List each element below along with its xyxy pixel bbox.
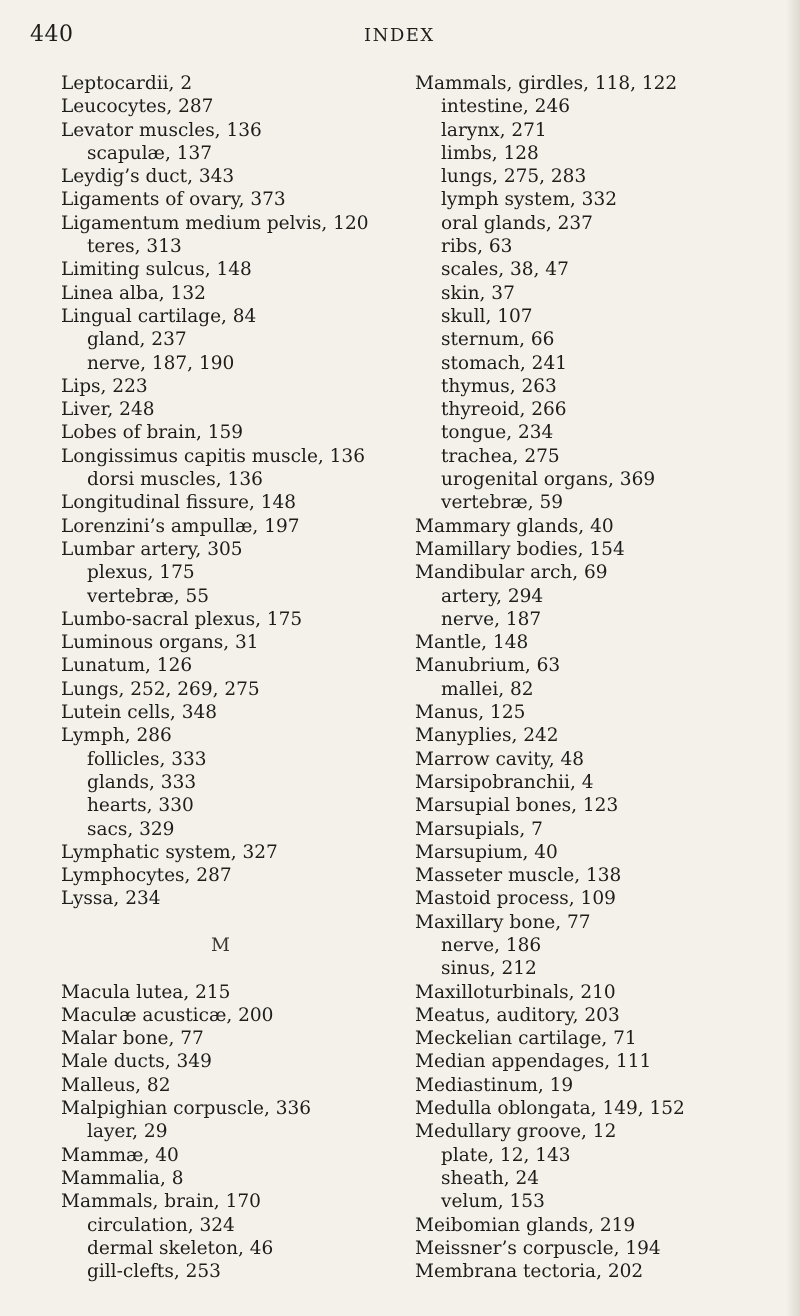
index-entry: Maxillary bone, 77 [415, 911, 591, 933]
index-subentry: nerve, 187 [441, 608, 542, 630]
index-subentry: scales, 38, 47 [441, 259, 569, 281]
index-subentry: larynx, 271 [441, 119, 547, 141]
index-subentry: dorsi muscles, 136 [87, 469, 263, 491]
index-subentry: teres, 313 [87, 236, 182, 258]
page-edge-shadow [786, 0, 800, 1316]
index-entry: Mammals, girdles, 118, 122 [415, 73, 678, 94]
index-entry: Limiting sulcus, 148 [61, 259, 252, 281]
index-entry: Luminous organs, 31 [61, 632, 259, 654]
index-entry: Lorenzini’s ampullæ, 197 [61, 515, 300, 537]
index-entry: Male ducts, 349 [61, 1051, 212, 1073]
page-number: 440 [30, 22, 74, 47]
index-subentry: lymph system, 332 [441, 189, 617, 211]
index-entry: Mammary glands, 40 [415, 515, 614, 537]
index-subentry: nerve, 186 [441, 934, 542, 956]
index-subentry: intestine, 246 [441, 96, 570, 118]
index-entry: Marsupial bones, 123 [415, 795, 619, 817]
index-subentry: oral glands, 237 [441, 212, 593, 234]
index-entry: Maculæ acusticæ, 200 [61, 1004, 274, 1026]
index-subentry: circulation, 324 [87, 1214, 235, 1236]
index-subentry: hearts, 330 [87, 795, 194, 817]
index-entry: Malpighian corpuscle, 336 [61, 1098, 312, 1120]
index-entry: Masseter muscle, 138 [415, 865, 622, 887]
index-subentry: plate, 12, 143 [441, 1144, 571, 1166]
index-entry: Lymphatic system, 327 [61, 841, 278, 863]
index-entry: Manus, 125 [415, 702, 526, 724]
index-entry: Medullary groove, 12 [415, 1121, 617, 1143]
index-entry: Mastoid process, 109 [415, 888, 616, 910]
index-entry: Lumbar artery, 305 [61, 538, 243, 560]
index-subentry: glands, 333 [87, 771, 197, 793]
index-subentry: mallei, 82 [441, 678, 534, 700]
index-subentry: dermal skeleton, 46 [87, 1237, 274, 1259]
index-entry: Lyssa, 234 [61, 888, 161, 910]
index-subentry: gland, 237 [87, 329, 187, 351]
index-entry: Malar bone, 77 [61, 1028, 204, 1050]
index-entry: Malleus, 82 [61, 1074, 171, 1096]
index-entry: Lingual cartilage, 84 [61, 305, 257, 327]
index-entry: Liver, 248 [61, 399, 155, 421]
index-subentry: skin, 37 [441, 282, 515, 304]
index-subentry: plexus, 175 [87, 562, 195, 584]
index-subentry: gill-clefts, 253 [87, 1261, 221, 1283]
index-entry: Linea alba, 132 [61, 282, 206, 304]
index-entry: Longitudinal fissure, 148 [61, 492, 297, 514]
index-entry: Mediastinum, 19 [415, 1074, 574, 1096]
index-entry: Levator muscles, 136 [61, 119, 262, 141]
index-entry: Macula lutea, 215 [61, 981, 231, 1003]
index-entry: Meatus, auditory, 203 [415, 1004, 620, 1026]
index-subentry: scapulæ, 137 [87, 142, 213, 164]
index-entry: Mamillary bodies, 154 [415, 538, 625, 560]
index-entry: Lymph, 286 [61, 725, 172, 747]
index-subentry: tongue, 234 [441, 422, 554, 444]
blank-line [61, 911, 391, 934]
index-subentry: vertebræ, 55 [87, 585, 210, 607]
index-subentry: velum, 153 [441, 1191, 545, 1213]
index-entry: Membrana tectoria, 202 [415, 1261, 644, 1283]
index-subentry: nerve, 187, 190 [87, 352, 235, 374]
index-subentry: limbs, 128 [441, 142, 539, 164]
index-subentry: thymus, 263 [441, 375, 557, 397]
index-entry: Marrow cavity, 48 [415, 748, 585, 770]
index-entry: Leydig’s duct, 343 [61, 166, 235, 188]
index-entry: Lymphocytes, 287 [61, 865, 232, 887]
index-entry: Manyplies, 242 [415, 725, 559, 747]
index-entry: Mammæ, 40 [61, 1144, 179, 1166]
index-entry: Lungs, 252, 269, 275 [61, 678, 260, 700]
index-entry: Marsupials, 7 [415, 818, 543, 840]
index-entry: Lobes of brain, 159 [61, 422, 244, 444]
index-subentry: thyreoid, 266 [441, 399, 567, 421]
index-entry: Mantle, 148 [415, 632, 529, 654]
index-entry: Lumbo-sacral plexus, 175 [61, 608, 303, 630]
index-entry: Lutein cells, 348 [61, 702, 218, 724]
index-subentry: artery, 294 [441, 585, 544, 607]
index-entry: Leucocytes, 287 [61, 96, 214, 118]
running-head: INDEX [364, 25, 435, 46]
index-entry: Maxilloturbinals, 210 [415, 981, 616, 1003]
index-subentry: follicles, 333 [87, 748, 207, 770]
index-subentry: sinus, 212 [441, 958, 537, 980]
section-letter: M [211, 934, 230, 956]
index-subentry: stomach, 241 [441, 352, 567, 374]
index-entry: Mammalia, 8 [61, 1167, 184, 1189]
index-entry: Leptocardii, 2 [61, 73, 193, 94]
index-entry: Ligaments of ovary, 373 [61, 189, 286, 211]
index-entry: Marsupium, 40 [415, 841, 558, 863]
blank-line [61, 957, 391, 980]
index-subentry: urogenital organs, 369 [441, 469, 656, 491]
index-subentry: sternum, 66 [441, 329, 555, 351]
index-entry: Meckelian cartilage, 71 [415, 1028, 637, 1050]
index-entry: Marsipobranchii, 4 [415, 771, 594, 793]
index-subentry: ribs, 63 [441, 236, 513, 258]
index-entry: Mandibular arch, 69 [415, 562, 608, 584]
index-entry: Lunatum, 126 [61, 655, 193, 677]
index-subentry: lungs, 275, 283 [441, 166, 587, 188]
index-entry: Longissimus capitis muscle, 136 [61, 445, 365, 467]
index-subentry: trachea, 275 [441, 445, 560, 467]
index-entry: Manubrium, 63 [415, 655, 561, 677]
index-entry: Meissner’s corpuscle, 194 [415, 1237, 661, 1259]
index-column-left [61, 72, 391, 1283]
index-entry: Meibomian glands, 219 [415, 1214, 636, 1236]
index-entry: Median appendages, 111 [415, 1051, 652, 1073]
index-column-right [415, 72, 785, 1283]
index-subentry: sacs, 329 [87, 818, 175, 840]
index-subentry: vertebræ, 59 [441, 492, 564, 514]
index-subentry: layer, 29 [87, 1121, 168, 1143]
index-subentry: skull, 107 [441, 305, 533, 327]
index-entry: Ligamentum medium pelvis, 120 [61, 212, 369, 234]
index-entry: Mammals, brain, 170 [61, 1191, 261, 1213]
index-subentry: sheath, 24 [441, 1167, 540, 1189]
index-entry: Lips, 223 [61, 375, 148, 397]
index-entry: Medulla oblongata, 149, 152 [415, 1098, 685, 1120]
